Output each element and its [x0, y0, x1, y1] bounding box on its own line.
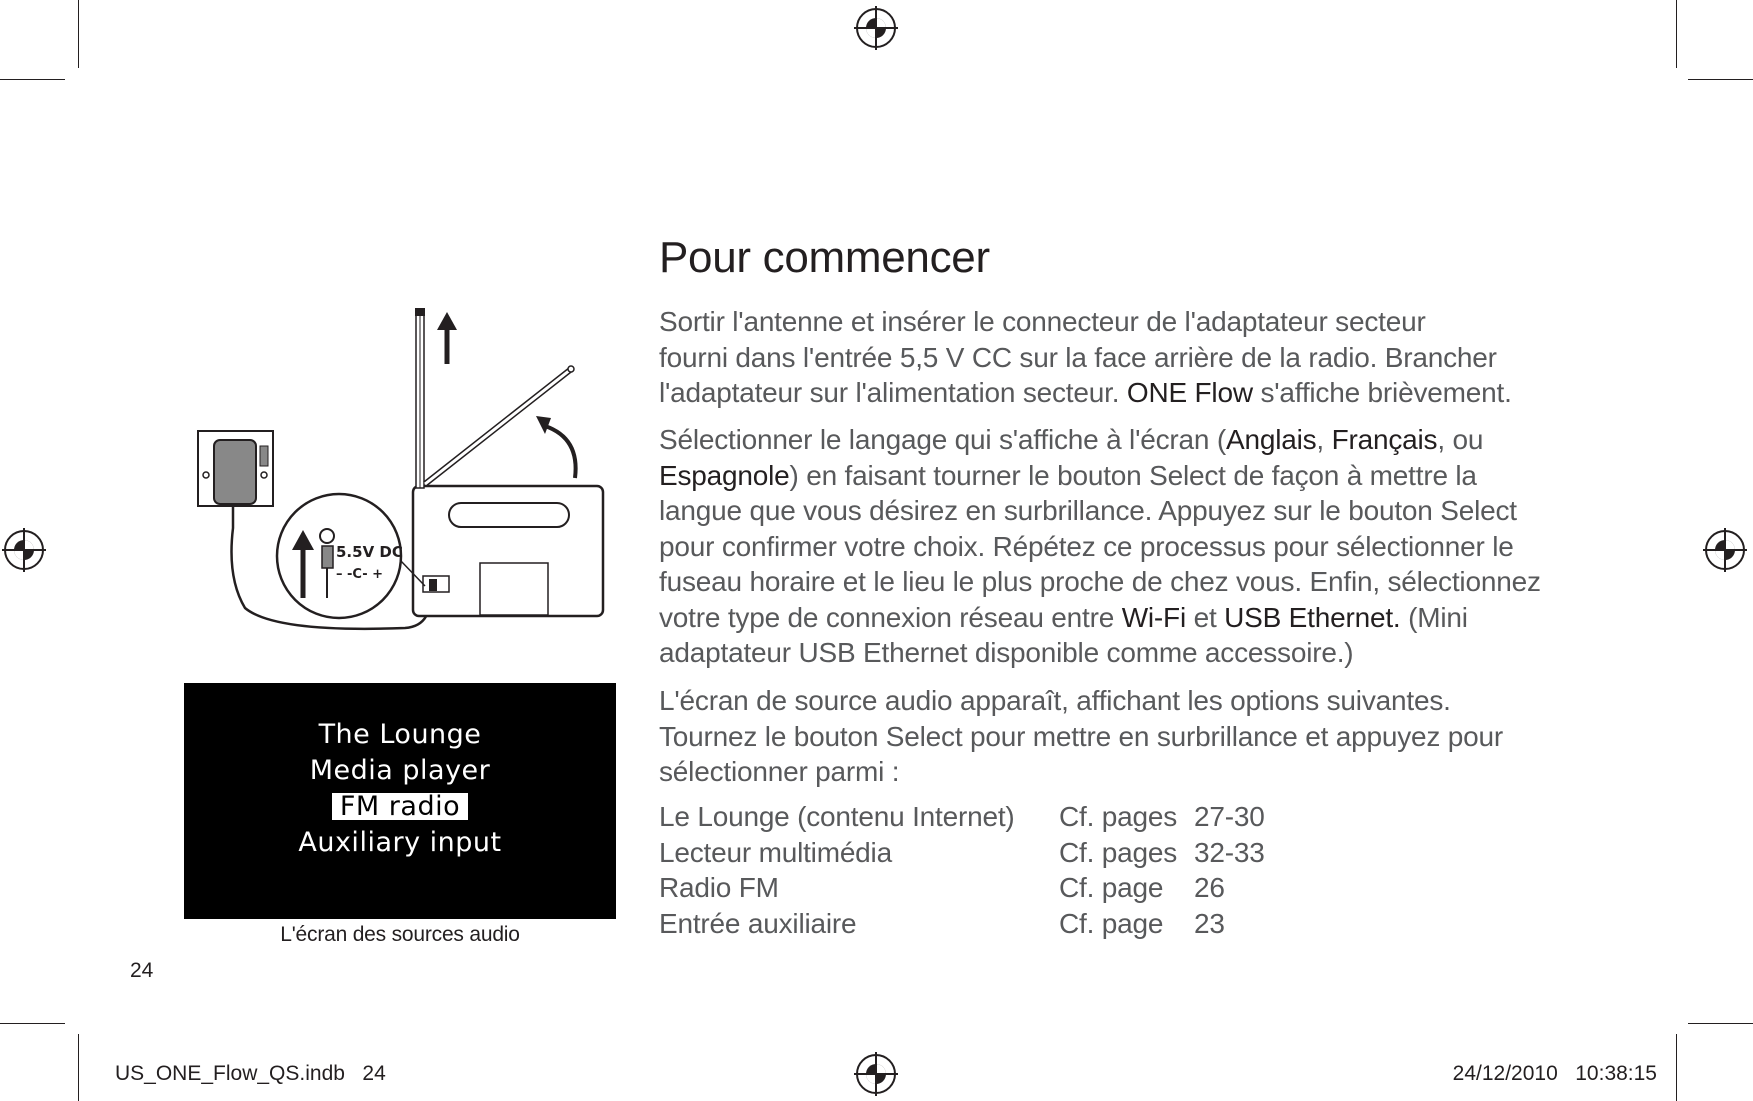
paragraph-setup — [659, 304, 1584, 411]
screen-item-media-player: Media player — [309, 755, 491, 786]
curved-arrow-icon — [536, 416, 576, 478]
text-line: langue que vous désirez en surbrillance. Appuyez sur le bouton Select — [659, 495, 1517, 526]
text-segment: et — [1186, 601, 1225, 633]
table-row — [659, 835, 1265, 871]
connector-polarity-label: – -C- + — [336, 567, 384, 582]
reference-prefix: Cf. page — [1059, 872, 1164, 903]
screen-item-fm-radio — [184, 789, 616, 825]
antenna-vertical-icon — [415, 308, 425, 488]
text-line: adaptateur USB Ethernet disponible comme accessoire.) — [659, 637, 1354, 668]
wall-socket-icon — [198, 431, 273, 506]
text-line — [659, 422, 1584, 458]
text-segment: s'affiche brièvement. — [1252, 377, 1512, 408]
language-english: Anglais — [1225, 424, 1317, 455]
radio-setup-illustration — [185, 298, 625, 638]
paragraph-language — [659, 422, 1584, 671]
text-segment: , — [1316, 424, 1332, 455]
text-line — [659, 375, 1584, 411]
radio-body-icon — [413, 486, 603, 616]
reference-prefix: Cf. pages — [1059, 836, 1178, 868]
text-line: fuseau horaire et le lieu le plus proche de chez vous. Enfin, sélectionnez — [659, 566, 1541, 597]
reference-pages: 27-30 — [1194, 801, 1265, 832]
text-segment: l'adaptateur sur l'alimentation secteur. — [659, 377, 1127, 408]
antenna-diagonal-icon — [425, 366, 574, 484]
reference-prefix: Cf. page — [1059, 907, 1164, 939]
crop-mark-bottom-right-vertical — [1676, 1034, 1677, 1101]
crop-mark-bottom-left-vertical — [78, 1034, 79, 1101]
network-usb-ethernet: USB Ethernet. — [1224, 601, 1401, 633]
screen-caption: L'écran des sources audio — [280, 923, 520, 946]
paragraph-audio-source — [659, 683, 1584, 790]
text-line: Sortir l'antenne et insérer le connecteur de l'adaptateur secteur — [659, 306, 1426, 337]
page-title: Pour commencer — [659, 233, 990, 282]
screen-item-highlight: FM radio — [332, 793, 468, 820]
text-segment: ) en faisant tourner le bouton Select de façon à mettre la — [789, 459, 1477, 491]
crop-mark-top-left-vertical — [78, 0, 79, 68]
source-reference — [1059, 870, 1225, 906]
text-line: fourni dans l'entrée 5,5 V CC sur la face arrière de la radio. Brancher — [659, 341, 1497, 373]
audio-source-screen — [184, 683, 616, 919]
source-reference — [1059, 835, 1265, 871]
crop-mark-bottom-left-horizontal — [0, 1023, 65, 1024]
connector-detail-icon — [277, 494, 425, 618]
source-name: Lecteur multimédia — [659, 836, 892, 868]
crop-mark-top-right-vertical — [1676, 0, 1677, 68]
screen-menu — [184, 717, 616, 861]
reference-pages: 23 — [1194, 907, 1225, 939]
text-line — [659, 600, 1584, 636]
registration-mark-left-icon — [2, 528, 46, 572]
product-name: ONE Flow — [1126, 377, 1253, 408]
language-french: Français — [1331, 424, 1438, 455]
page-number: 24 — [130, 959, 154, 982]
screen-item-auxiliary: Auxiliary input — [298, 827, 502, 858]
reference-prefix: Cf. pages — [1059, 801, 1178, 832]
network-wifi: Wi-Fi — [1121, 601, 1186, 633]
reference-pages: 26 — [1194, 872, 1225, 903]
text-line: pour confirmer votre choix. Répétez ce processus pour sélectionner le — [659, 530, 1514, 562]
table-row — [659, 799, 1265, 835]
text-line — [659, 458, 1584, 494]
crop-mark-bottom-right-horizontal — [1688, 1023, 1753, 1024]
registration-mark-right-icon — [1703, 528, 1747, 572]
text-segment: , ou — [1437, 424, 1484, 455]
source-reference — [1059, 799, 1265, 835]
language-spanish: Espagnole — [659, 459, 790, 491]
crop-mark-top-right-horizontal — [1688, 79, 1753, 80]
table-row — [659, 870, 1265, 906]
text-line: L'écran de source audio apparaît, affichant les options suivantes. — [659, 685, 1451, 716]
registration-mark-top-icon — [854, 6, 898, 50]
text-line: Tournez le bouton Select pour mettre en surbrillance et appuyez pour — [659, 720, 1504, 752]
registration-mark-bottom-icon — [854, 1052, 898, 1096]
slug-file-name: US_ONE_Flow_QS.indb 24 — [115, 1062, 386, 1085]
text-segment: Sélectionner le langage qui s'affiche à l'écran ( — [659, 424, 1226, 455]
source-page-table — [659, 799, 1265, 941]
source-name: Radio FM — [659, 872, 779, 903]
connector-voltage-label: 5.5V DC — [336, 543, 403, 561]
text-segment: votre type de connexion réseau entre — [659, 601, 1122, 633]
text-line: sélectionner parmi : — [659, 756, 900, 787]
source-reference — [1059, 906, 1225, 942]
slug-timestamp: 24/12/2010 10:38:15 — [1452, 1062, 1657, 1085]
up-arrow-icon — [437, 312, 457, 364]
crop-mark-top-left-horizontal — [0, 79, 65, 80]
source-name: Entrée auxiliaire — [659, 907, 857, 939]
table-row — [659, 906, 1265, 942]
source-name: Le Lounge (contenu Internet) — [659, 801, 1015, 832]
screen-item-lounge: The Lounge — [318, 719, 482, 750]
reference-pages: 32-33 — [1194, 836, 1265, 868]
text-segment: (Mini — [1400, 601, 1468, 633]
